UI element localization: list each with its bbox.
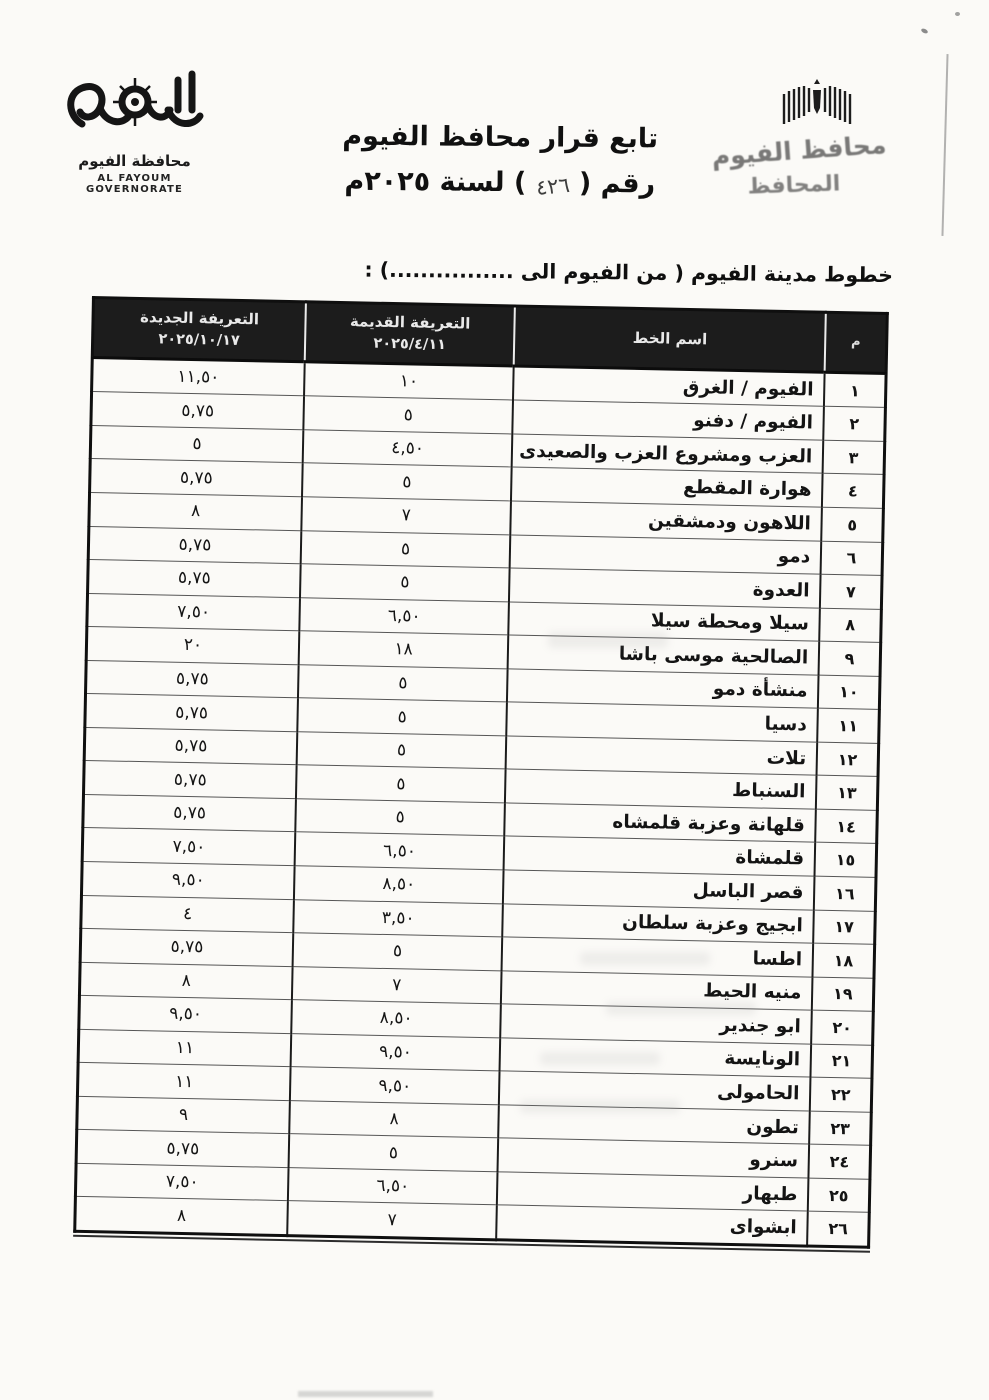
- line-name-cell: تطون: [498, 1105, 810, 1145]
- new-tariff-cell: ٥: [90, 425, 303, 463]
- new-tariff-cell: ٥,٧٥: [86, 660, 299, 698]
- row-index-cell: ٢٢: [810, 1077, 872, 1112]
- title-line-2: رقم ( ٤٢٦ ) لسنة ٢٠٢٥م: [290, 159, 710, 207]
- new-tariff-cell: ٩,٥٠: [79, 996, 292, 1034]
- row-index-cell: ٢٥: [808, 1178, 870, 1213]
- old-tariff-cell: ٧: [292, 966, 502, 1004]
- new-tariff-cell: ١١: [77, 1063, 290, 1101]
- row-index-cell: ٧: [820, 574, 882, 609]
- row-index-cell: ٣: [823, 440, 885, 475]
- line-name-cell: العزب ومشروع العزب والصعيدى: [512, 434, 824, 474]
- new-tariff-cell: ٩,٥٠: [81, 861, 294, 899]
- row-index-cell: ١٦: [814, 876, 876, 911]
- line-name-cell: ابجيج وعزبة سلطان: [502, 903, 814, 943]
- line-name-cell: اللاهون ودمشقين: [511, 501, 823, 541]
- old-tariff-cell: ٥: [295, 799, 505, 837]
- col-header-old-tariff: [305, 302, 515, 366]
- line-name-cell: ابشواى: [496, 1205, 808, 1246]
- row-index-cell: ٢٦: [807, 1211, 869, 1247]
- row-index-cell: ٢٣: [809, 1111, 871, 1146]
- pen-mark-artifact: [941, 54, 948, 236]
- line-name-cell: السنباط: [505, 769, 817, 809]
- old-tariff-date: ٢٠٢٥/٤/١١: [373, 335, 447, 353]
- old-tariff-cell: ٨,٥٠: [294, 866, 504, 904]
- new-tariff-date: ٢٠٢٥/١٠/١٧: [158, 331, 240, 349]
- old-tariff-cell: ٣,٥٠: [293, 899, 503, 937]
- col-header-line-name: اسم الخط: [514, 306, 826, 372]
- ink-speck: [920, 28, 928, 35]
- old-tariff-cell: ٦,٥٠: [299, 597, 509, 635]
- new-tariff-cell: ١١: [78, 1029, 291, 1067]
- row-index-cell: ١٧: [813, 910, 875, 945]
- row-index-cell: ٢: [824, 407, 886, 442]
- row-index-cell: ١١: [818, 708, 880, 743]
- new-tariff-cell: ٥,٧٥: [80, 928, 293, 966]
- row-index-cell: ١٢: [817, 742, 879, 777]
- old-tariff-cell: ٥: [297, 698, 507, 736]
- old-tariff-cell: ٥: [301, 530, 511, 568]
- line-name-cell: طبهار: [497, 1172, 809, 1212]
- governorate-logo: [52, 66, 217, 195]
- line-name-cell: دمو: [510, 534, 822, 574]
- new-tariff-cell: ٥,٧٥: [85, 694, 298, 732]
- logo-arabic-name: محافظة الفيوم: [78, 152, 191, 170]
- old-tariff-cell: ٥: [302, 463, 512, 501]
- old-tariff-cell: ٦,٥٠: [288, 1168, 498, 1206]
- stamp-text-the-governor: المحافظ: [747, 171, 841, 200]
- scan-edge-artifact: [298, 1391, 433, 1397]
- line-name-cell: سيلا ومحطة سيلا: [509, 602, 821, 642]
- new-tariff-cell: ٥,٧٥: [88, 526, 301, 564]
- old-tariff-cell: ١٨: [299, 631, 509, 669]
- old-tariff-cell: ٥: [298, 664, 508, 702]
- line-name-cell: قلهانة وعزبة قلمشاه: [504, 803, 816, 843]
- new-tariff-cell: ٧,٥٠: [87, 593, 300, 631]
- new-tariff-cell: ٨: [75, 1197, 288, 1236]
- new-tariff-cell: ٧,٥٠: [82, 828, 295, 866]
- new-tariff-cell: ٥,٧٥: [83, 761, 296, 799]
- row-index-cell: ٤: [822, 474, 884, 509]
- tariff-table-body: [75, 357, 886, 1247]
- row-index-cell: ١٥: [815, 843, 877, 878]
- line-name-cell: اطسا: [502, 937, 814, 977]
- ink-speck: [955, 12, 960, 16]
- old-tariff-cell: ٥: [300, 564, 510, 602]
- line-name-cell: سنرو: [498, 1138, 810, 1178]
- col-header-new-tariff: [92, 298, 306, 362]
- new-tariff-cell: ٨: [79, 962, 292, 1000]
- line-name-cell: الفيوم / دفنو: [513, 400, 825, 440]
- new-tariff-cell: ٢٠: [86, 627, 299, 665]
- row-index-cell: ١٣: [816, 775, 878, 810]
- new-tariff-cell: ٥,٧٥: [88, 560, 301, 598]
- stamp-text-governor-of-fayoum: محافظ الفيوم: [710, 129, 888, 172]
- new-tariff-cell: ٥,٧٥: [91, 392, 304, 430]
- official-stamp: [689, 78, 909, 198]
- tariff-table-grid: [73, 296, 889, 1249]
- line-name-cell: قلمشاة: [504, 836, 816, 876]
- col-header-index: م: [825, 312, 887, 373]
- section-heading: خطوط مدينة الفيوم ( من الفيوم الى ................) :: [364, 257, 894, 288]
- new-tariff-cell: ٥,٧٥: [84, 727, 297, 765]
- old-tariff-cell: ٨,٥٠: [291, 1000, 501, 1038]
- old-tariff-cell: ٩,٥٠: [290, 1067, 500, 1105]
- line-name-cell: الصالحية موسى باشا: [508, 635, 820, 675]
- row-index-cell: ٦: [821, 541, 883, 576]
- new-tariff-cell: ٧,٥٠: [75, 1163, 288, 1201]
- new-tariff-title: التعريفة الجديدة: [139, 307, 260, 329]
- line-name-cell: ابو جندير: [500, 1004, 812, 1044]
- line-name-cell: الفيوم / الغرق: [513, 366, 825, 407]
- row-index-cell: ٨: [820, 608, 882, 643]
- new-tariff-cell: ٨: [89, 492, 302, 530]
- row-index-cell: ١٩: [812, 977, 874, 1012]
- line-name-cell: الحامولى: [499, 1071, 811, 1111]
- row-index-cell: ٢٠: [811, 1010, 873, 1045]
- new-tariff-cell: ١١,٥٠: [92, 357, 305, 396]
- old-tariff-cell: ٥: [303, 396, 513, 434]
- handwritten-decision-number: ٤٢٦: [534, 172, 571, 200]
- line-name-cell: تلات: [506, 736, 818, 776]
- line-name-cell: العدوة: [509, 568, 821, 608]
- title-line-1: تابع قرار محافظ الفيوم: [342, 120, 659, 155]
- old-tariff-cell: ٥: [296, 765, 506, 803]
- eagle-emblem-icon: [780, 78, 854, 130]
- line-name-cell: هوارة المقطع: [511, 467, 823, 507]
- row-index-cell: ١٤: [815, 809, 877, 844]
- old-tariff-cell: ٥: [293, 933, 503, 971]
- line-name-cell: قصر الباسل: [503, 870, 815, 910]
- old-tariff-cell: ٧: [287, 1201, 497, 1240]
- logo-calligraphy-mark: [60, 66, 210, 150]
- row-index-cell: ٥: [822, 507, 884, 542]
- old-tariff-cell: ١٠: [304, 362, 514, 401]
- tariff-table: [73, 296, 889, 1253]
- row-index-cell: ١٨: [813, 943, 875, 978]
- document-title: [290, 114, 711, 207]
- line-name-cell: منشأة دمو: [507, 669, 819, 709]
- row-index-cell: ٢١: [811, 1044, 873, 1079]
- line-name-cell: منيه الحيط: [501, 970, 813, 1010]
- old-tariff-cell: ٤,٥٠: [303, 430, 513, 468]
- new-tariff-cell: ٥,٧٥: [76, 1130, 289, 1168]
- old-tariff-cell: ٩,٥٠: [291, 1033, 501, 1071]
- old-tariff-cell: ٦,٥٠: [295, 832, 505, 870]
- logo-english-name: AL FAYOUM GOVERNORATE: [85, 173, 184, 195]
- row-index-cell: ٢٤: [809, 1144, 871, 1179]
- new-tariff-cell: ٤: [81, 895, 294, 933]
- old-tariff-title: التعريفة القديمة: [349, 312, 471, 333]
- line-name-cell: الونايسة: [500, 1038, 812, 1078]
- old-tariff-cell: ٥: [297, 731, 507, 769]
- row-index-cell: ١: [824, 372, 886, 408]
- old-tariff-cell: ٥: [289, 1134, 499, 1172]
- new-tariff-cell: ٥,٧٥: [83, 794, 296, 832]
- row-index-cell: ١٠: [818, 675, 880, 710]
- new-tariff-cell: ٥,٧٥: [90, 459, 303, 497]
- row-index-cell: ٩: [819, 641, 881, 676]
- old-tariff-cell: ٧: [301, 497, 511, 535]
- line-name-cell: دسيا: [507, 702, 819, 742]
- new-tariff-cell: ٩: [77, 1096, 290, 1134]
- old-tariff-cell: ٨: [289, 1100, 499, 1138]
